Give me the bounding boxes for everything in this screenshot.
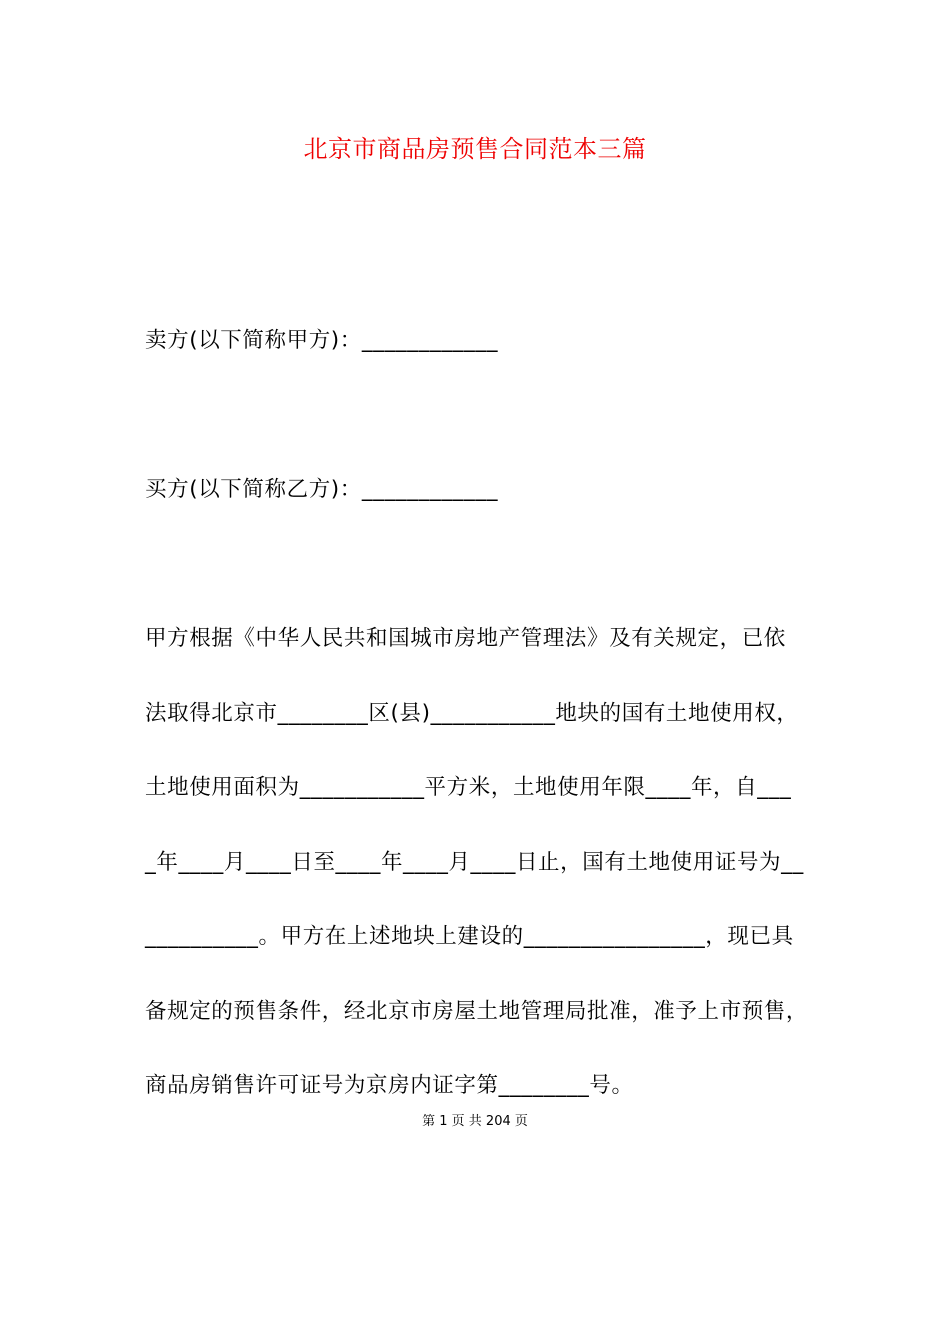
paragraph-line: 法取得北京市________区(县)___________地块的国有土地使用权， [145,701,799,726]
paragraph-line: 备规定的预售条件，经北京市房屋土地管理局批准，准予上市预售， [145,999,809,1024]
paragraph-line: __________。甲方在上述地块上建设的________________，现已具 [145,924,794,949]
paragraph-line: _年____月____日至____年____月____日止，国有土地使用证号为__ [145,850,804,875]
paragraph-line: 商品房销售许可证号为京房内证字第________号。 [145,1073,634,1098]
paragraph-line: 甲方根据《中华人民共和国城市房地产管理法》及有关规定，已依 [145,626,786,651]
document-title: 北京市商品房预售合同范本三篇 [303,135,647,163]
page-footer: 第 1 页 共 204 页 [422,1114,528,1129]
buyer-line: 买方(以下简称乙方)：____________ [145,477,499,502]
paragraph-line: 土地使用面积为___________平方米，土地使用年限____年，自___ [145,775,792,800]
seller-line: 卖方(以下简称甲方)：____________ [145,328,499,353]
